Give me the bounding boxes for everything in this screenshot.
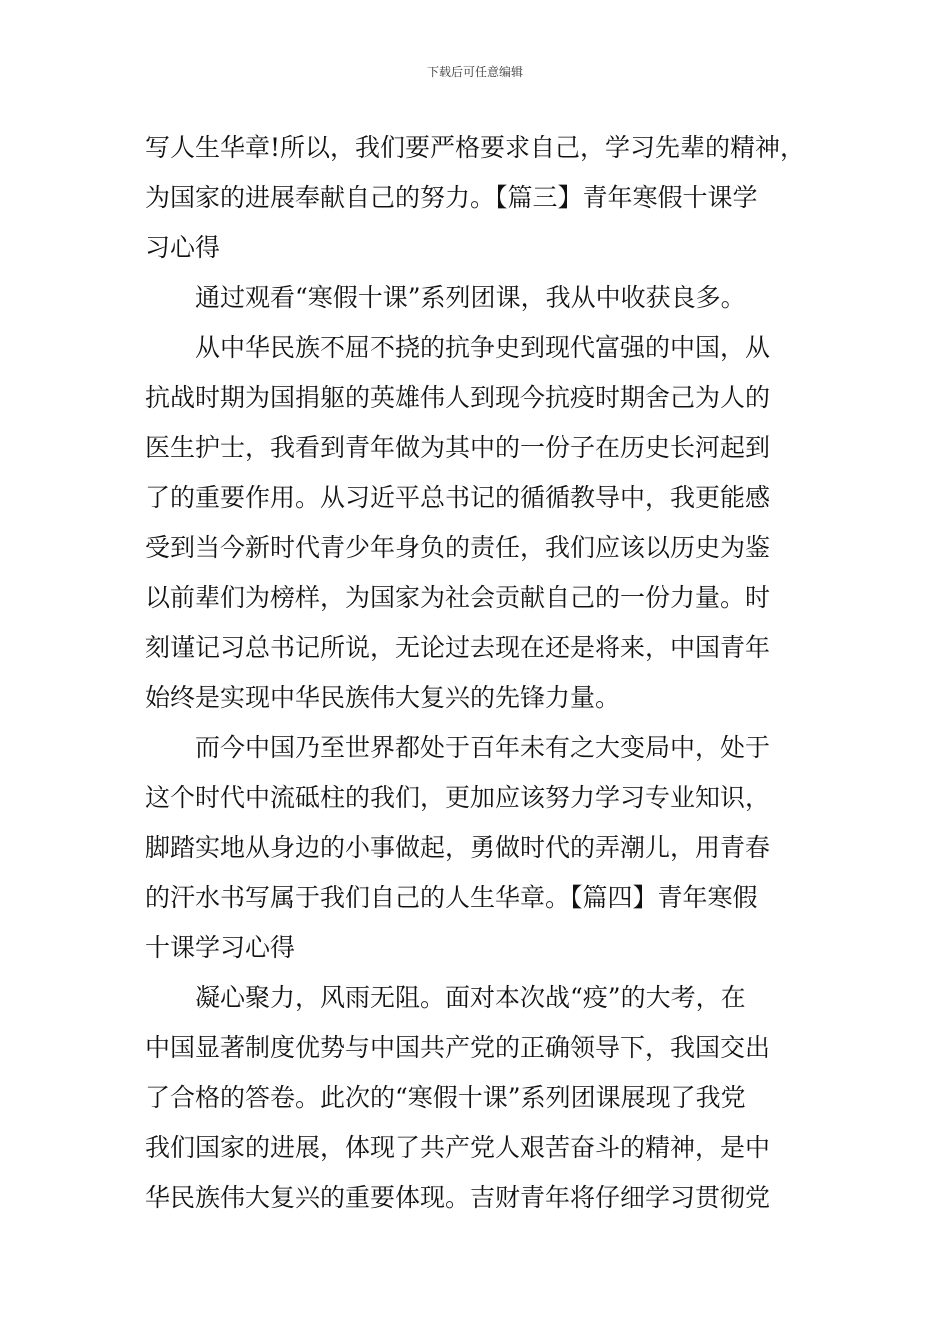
document-body	[145, 123, 815, 1223]
text-line: 我们国家的进展，体现了共产党人艰苦奋斗的精神，是中	[145, 1133, 771, 1162]
paragraph-start-line: 凝心聚力，风雨无阻。面对本次战“疫”的大考，在	[195, 983, 746, 1012]
paragraph-start-line: 通过观看“寒假十课”系列团课，我从中收获良多。	[195, 283, 746, 312]
text-line: 脚踏实地从身边的小事做起，勇做时代的弄潮儿，用青春	[145, 833, 771, 862]
text-line: 这个时代中流砥柱的我们，更加应该努力学习专业知识，	[145, 783, 771, 812]
text-line: 刻谨记习总书记所说，无论过去现在还是将来，中国青年	[145, 633, 771, 662]
text-line: 中国显著制度优势与中国共产党的正确领导下，我国交出	[145, 1033, 771, 1062]
text-line: 为国家的进展奉献自己的努力。【篇三】青年寒假十课学	[145, 183, 758, 212]
paragraph-start-line: 而今中国乃至世界都处于百年未有之大变局中，处于	[195, 733, 771, 762]
text-line: 始终是实现中华民族伟大复兴的先锋力量。	[145, 683, 621, 712]
page-header: 下载后可任意编辑	[426, 65, 523, 79]
text-line: 医生护士，我看到青年做为其中的一份子在历史长河起到	[145, 433, 771, 462]
text-line: 以前辈们为榜样，为国家为社会贡献自己的一份力量。时	[145, 583, 771, 612]
text-line: 的汗水书写属于我们自己的人生华章。【篇四】青年寒假	[145, 883, 758, 912]
text-line: 抗战时期为国捐躯的英雄伟人到现今抗疫时期舍己为人的	[145, 383, 771, 412]
text-line: 华民族伟大复兴的重要体现。吉财青年将仔细学习贯彻党	[145, 1183, 771, 1212]
text-line: 了合格的答卷。此次的“寒假十课”系列团课展现了我党	[145, 1083, 746, 1112]
text-line: 了的重要作用。从习近平总书记的循循教导中，我更能感	[145, 483, 771, 512]
paragraph-start-line: 从中华民族不屈不挠的抗争史到现代富强的中国，从	[195, 333, 771, 362]
text-line: 习心得	[145, 233, 221, 262]
text-line: 十课学习心得	[145, 933, 296, 962]
text-line: 受到当今新时代青少年身负的责任，我们应该以历史为鉴	[145, 533, 771, 562]
text-line: 写人生华章!所以，我们要严格要求自己，学习先辈的精神，	[145, 133, 806, 162]
